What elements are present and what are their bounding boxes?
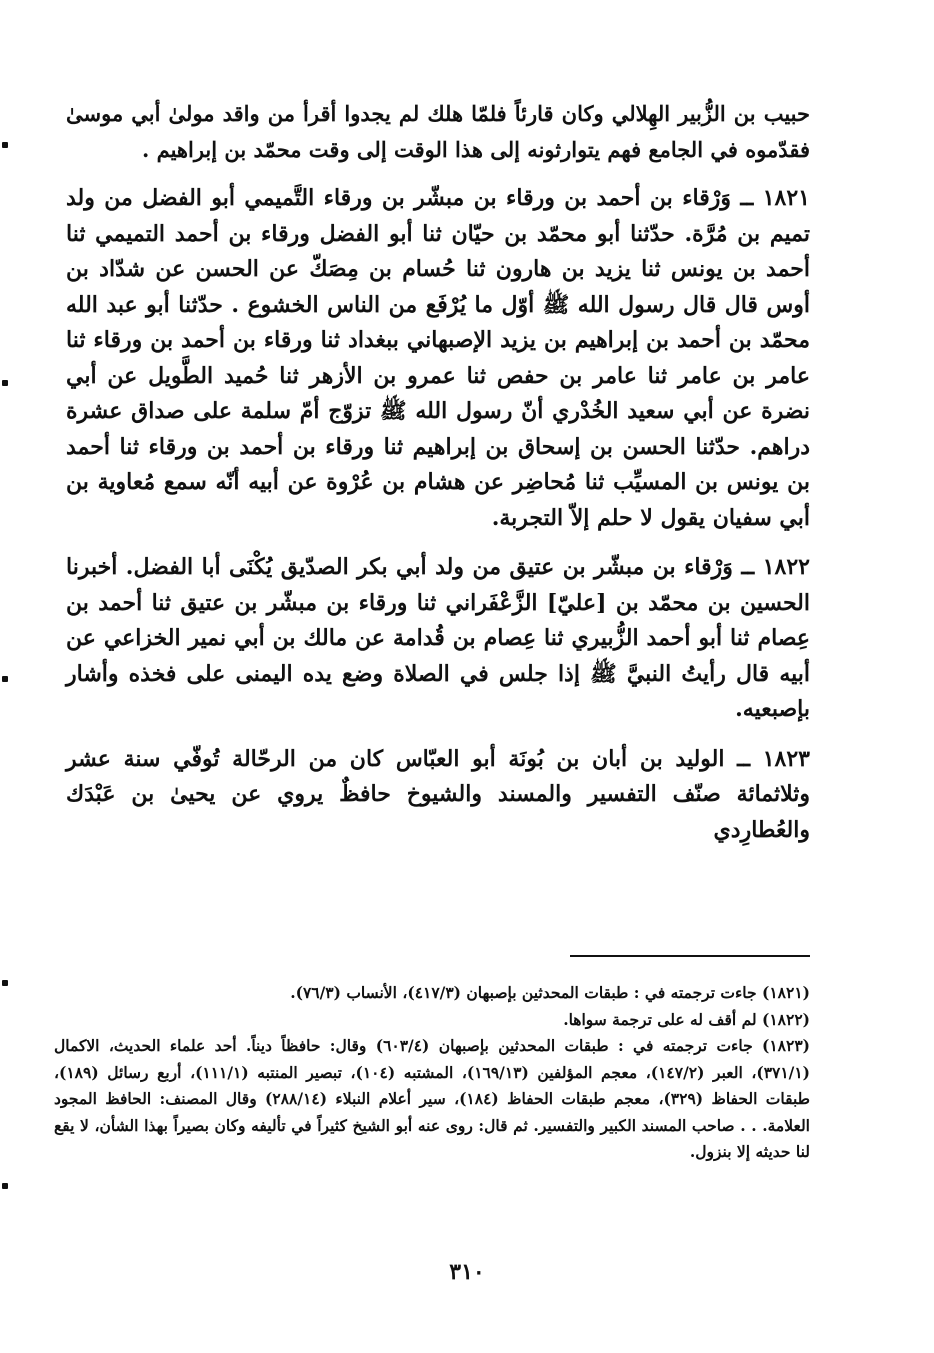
footnotes bbox=[54, 980, 810, 1166]
page-number: ٣١٠ bbox=[449, 1259, 485, 1285]
margin-mark bbox=[2, 142, 8, 148]
margin-mark bbox=[2, 380, 8, 386]
main-text bbox=[66, 96, 810, 848]
margin-mark bbox=[2, 676, 8, 682]
footnote-1821: (١٨٢١) جاءت ترجمته في : طبقات المحدثين بإصبهان (٤١٧/٣)، الأنساب (٧٦/٣). bbox=[290, 983, 810, 1002]
entry-1822: ١٨٢٢ ــ وَرْقاء بن مبشّر بن عتيق من ولد أبي بكر الصدّيق يُكْنَى أبا الفضل. أخبرنا الحسين بن محمّد بن [عليّ] الزَّعْفَراني ثنا ورقاء بن مبشّر بن عتيق ثنا أحمد بن عِصام ثنا أبو أحمد الزُّبيري ثنا عِصام بن قُدامة عن مالك بن أبي نمير الخزاعي عن أبيه قال رأيتُ النبيَّ ﷺ إذا جلس في الصلاة وضع يده اليمنى على فخذه وأشار بإصبعيه. bbox=[66, 554, 810, 722]
footnote-separator bbox=[570, 955, 810, 957]
footnote-1823: (١٨٢٣) جاءت ترجمته في : طبقات المحدثين بإصبهان (٦٠٣/٤) وقال: حافظاً ديناً. أحد علماء الحديث، الاكمال (٣٧١/١)، العبر (١٤٧/٢)، معجم المؤلفين (١٦٩/١٣)، المشتبه (١٠٤)، تبصير المنتبه (١١١/١)، أربع رسائل (١٨٩)، طبقات الحفاظ (٣٢٩)، معجم طبقات الحفاظ (١٨٤)، سير أعلام النبلاء (٢٨٨/١٤) وقال المصنف: الحافظ المجود العلامة. . . صاحب المسند الكبير والتفسير. ثم قال: روى عنه أبو الشيخ كثيراً في تأليفه وكان بصيراً بهذا الشأن، لا يقع لنا حديثه إلا بنزول. bbox=[54, 1036, 810, 1161]
paragraph-continuation: حبيب بن الزُّبير الهِلالي وكان قارئاً فلمّا هلك لم يجدوا أقرأ من واقد مولىٰ أبي موسىٰ فقدّموه في الجامع فهم يتوارثونه إلى هذا الوقت إلى وقت محمّد بن إبراهيم . bbox=[66, 101, 810, 162]
entry-1823: ١٨٢٣ ــ الوليد بن أبان بن بُونَة أبو العبّاس كان من الرحّالة تُوفّي سنة عشر وثلاثمائة صنّف التفسير والمسند والشيوخ حافظٌ يروي عن يحيىٰ بن عَبْدَك والعُطارِدي bbox=[66, 745, 810, 843]
footnote-1822: (١٨٢٢) لم أقف له على ترجمة سواها. bbox=[563, 1009, 810, 1029]
margin-mark bbox=[2, 980, 8, 986]
entry-1821: ١٨٢١ ــ وَرْقاء بن أحمد بن ورقاء بن مبشّر بن ورقاء التَّميمي أبو الفضل من ولد تميم بن مُرَّة. حدّثنا أبو محمّد بن حيّان ثنا أبو الفضل ورقاء بن أحمد التميمي ثنا أحمد بن يونس ثنا يزيد بن هارون ثنا حُسام بن مِصَكّ عن الحسن عن شدّاد بن أوس قال قال رسول الله ﷺ أوّل ما يُرْفَع من الناس الخشوع . حدّثنا أبو عبد الله محمّد بن أحمد بن إبراهيم بن يزيد الإصبهاني ببغداد ثنا ورقاء بن أحمد بن ورقاء ثنا عامر بن عامر ثنا عامر بن حفص ثنا عمرو بن الأزهر ثنا حُميد الطَّويل عن أبي نضرة عن أبي سعيد الخُدْري أنّ رسول الله ﷺ تزوّج أمّ سلمة على صداق عشرة دراهم. حدّثنا الحسن بن إسحاق بن إبراهيم ثنا ورقاء بن أحمد بن ورقاء ثنا أحمد بن يونس بن المسيِّب ثنا مُحاضِر عن هشام بن عُرْوة عن أبيه أنّه سمع مُعاوية بن أبي سفيان يقول لا حلم إلاّ التجربة. bbox=[66, 185, 810, 531]
margin-mark bbox=[2, 1183, 8, 1189]
